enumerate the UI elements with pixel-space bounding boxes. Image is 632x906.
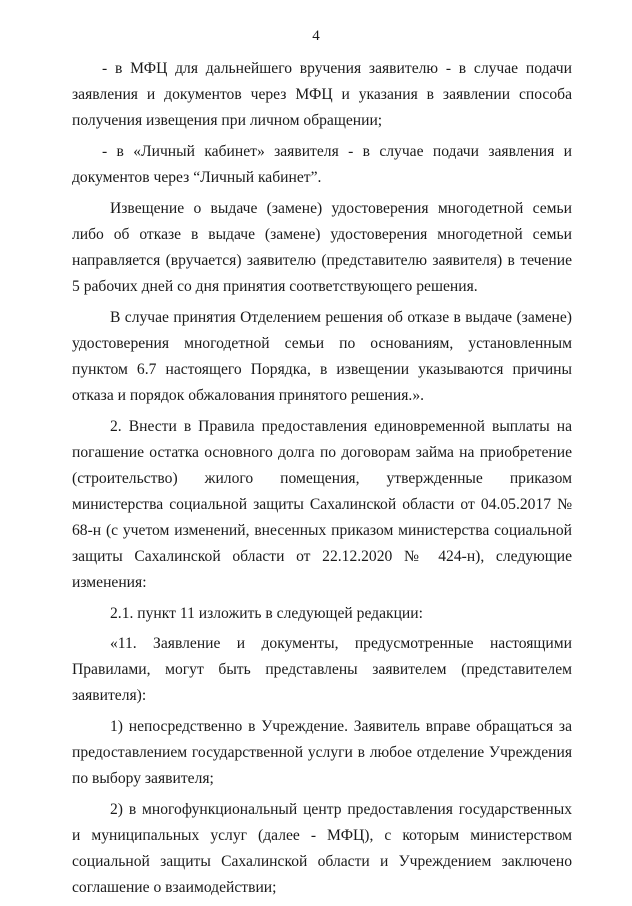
paragraph-notification: Извещение о выдаче (замене) удостоверения многодетной семьи либо об отказе в выдаче (замене) удостоверения многодетной семьи направляется (вручается) заявителю (представителю заявителя) в течение 5 рабочих дней со дня принятия соответствующего решения.	[72, 200, 572, 295]
paragraph-amend-rules: 2. Внести в Правила предоставления единовременной выплаты на погашение остатка основного долга по договорам займа на приобретение (строительство) жилого помещения, утвержденные приказом министерства социальной защиты Сахалинской области от 04.05.2017 № 68-н (с учетом изменений, внесенных приказом министерства социальной защиты Сахалинской области от 22.12.2020 № 424-н), следующие изменения:	[72, 418, 572, 591]
paragraph-subitem-2: 2) в многофункциональный центр предоставления государственных и муниципальных услуг (далее - МФЦ), с которым министерством социальной защиты Сахалинской области и Учреждением заключено соглашение о взаимодействии;	[72, 801, 572, 896]
paragraph-item-2-1: 2.1. пункт 11 изложить в следующей редакции:	[110, 605, 423, 622]
paragraph-subitem-1: 1) непосредственно в Учреждение. Заявитель вправе обращаться за предоставлением государственной услуги в любое отделение Учреждения по выбору заявителя;	[72, 718, 572, 787]
paragraph-personal-cabinet: - в «Личный кабинет» заявителя - в случае подачи заявления и документов через “Личный кабинет”.	[72, 143, 572, 186]
paragraph-mfc-delivery: - в МФЦ для дальнейшего вручения заявителю - в случае подачи заявления и документов через МФЦ и указания в заявлении способа получения извещения при личном обращении;	[72, 60, 572, 129]
paragraph-clause-11: «11. Заявление и документы, предусмотренные настоящими Правилами, могут быть представлены заявителем (представителем заявителя):	[72, 635, 572, 704]
document-body	[72, 56, 572, 906]
page-number: 4	[312, 28, 320, 44]
paragraph-refusal-reasons: В случае принятия Отделением решения об отказе в выдаче (замене) удостоверения многодетной семьи по основаниям, установленным пунктом 6.7 настоящего Порядка, в извещении указываются причины отказа и порядок обжалования принятого решения.».	[72, 309, 572, 404]
